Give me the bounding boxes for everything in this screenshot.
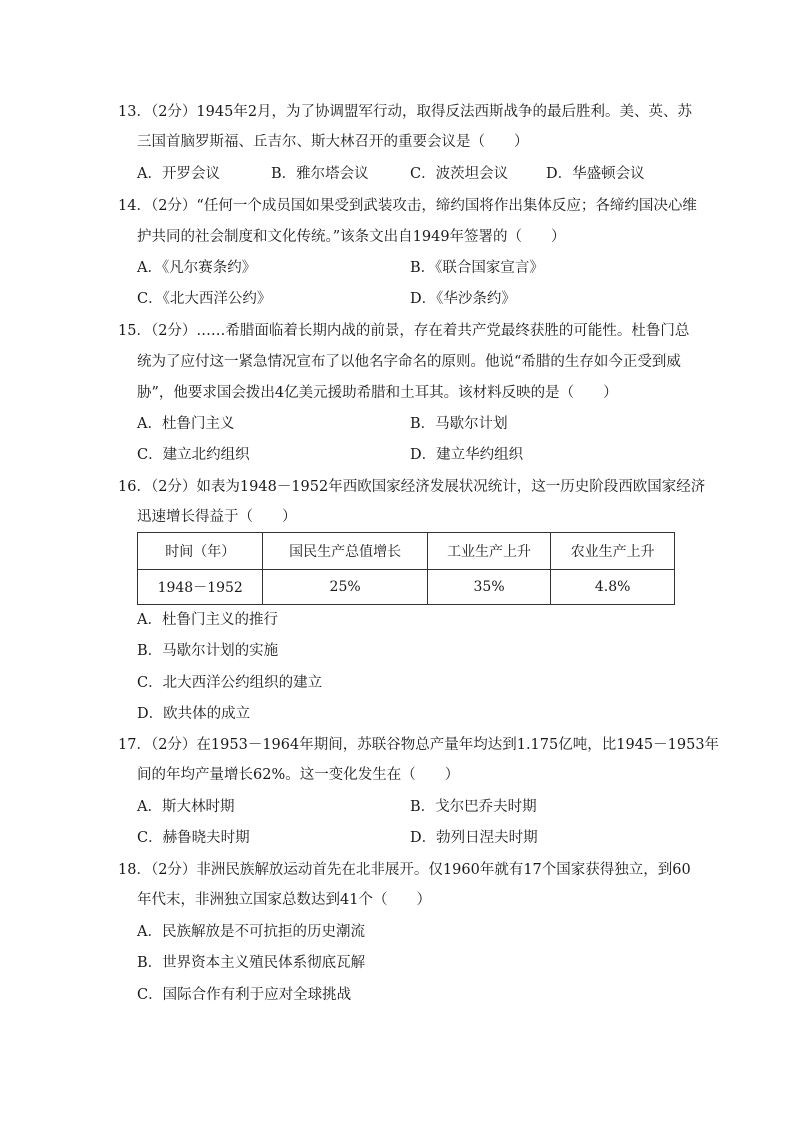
question-15-option-a[interactable]: A．杜鲁门主义 — [137, 416, 235, 432]
question-16-option-d[interactable]: D．欧共体的成立 — [137, 706, 251, 722]
question-17-line-2: 间的年均产量增长62%。这一变化发生在（ ） — [137, 767, 460, 783]
question-13-line-1: 13．（2分）1945年2月，为了协调盟军行动，取得反法西斯战争的最后胜利。美、英、苏 — [118, 104, 693, 120]
question-14-option-a[interactable]: A．《凡尔赛条约》 — [137, 260, 257, 276]
question-14-line-1: 14．（2分）“任何一个成员国如果受到武装攻击，缔约国将作出集体反应；各缔约国决心维 — [118, 198, 697, 214]
question-16-line-1: 16．（2分）如表为1948－1952年西欧国家经济发展状况统计，这一历史阶段西欧国家经济 — [118, 479, 706, 495]
table-cell: 25% — [263, 570, 427, 605]
table-header-cell: 国民生产总值增长 — [263, 533, 427, 570]
question-14-option-c[interactable]: C．《北大西洋公约》 — [137, 291, 272, 307]
question-17-option-b[interactable]: B．戈尔巴乔夫时期 — [410, 799, 537, 815]
question-15-option-c[interactable]: C．建立北约组织 — [137, 447, 250, 463]
question-13-option-a[interactable]: A．开罗会议 — [137, 166, 220, 182]
question-13-option-c[interactable]: C．波茨坦会议 — [410, 166, 509, 182]
table-header-row — [138, 533, 675, 570]
table-header-cell: 时间（年） — [138, 533, 263, 570]
question-15-option-b[interactable]: B．马歇尔计划 — [410, 416, 508, 432]
question-15-line-2: 统为了应付这一紧急情况宣布了以他名字命名的原则。他说“希腊的生存如今正受到威 — [137, 354, 681, 370]
question-14-line-2: 护共同的社会制度和文化传统。”该条文出自1949年签署的（ ） — [137, 229, 566, 245]
question-16-option-a[interactable]: A．杜鲁门主义的推行 — [137, 612, 278, 628]
economic-stats-table — [137, 532, 675, 605]
question-17-option-d[interactable]: D．勃列日涅夫时期 — [410, 830, 538, 846]
question-13-option-d[interactable]: D．华盛顿会议 — [546, 166, 645, 182]
table-cell: 35% — [427, 570, 551, 605]
question-13-option-b[interactable]: B．雅尔塔会议 — [271, 166, 369, 182]
question-17-option-c[interactable]: C．赫鲁晓夫时期 — [137, 830, 250, 846]
table-cell: 4.8% — [551, 570, 675, 605]
question-18-option-c[interactable]: C．国际合作有利于应对全球挑战 — [137, 987, 352, 1003]
question-18-option-a[interactable]: A．民族解放是不可抗拒的历史潮流 — [137, 924, 365, 940]
question-14-option-b[interactable]: B．《联合国家宣言》 — [410, 260, 544, 276]
question-16-option-b[interactable]: B．马歇尔计划的实施 — [137, 643, 279, 659]
question-17-option-a[interactable]: A．斯大林时期 — [137, 799, 235, 815]
question-16-line-2: 迅速增长得益于（ ） — [137, 509, 297, 525]
question-16-option-c[interactable]: C．北大西洋公约组织的建立 — [137, 675, 323, 691]
question-18-line-1: 18．（2分）非洲民族解放运动首先在北非展开。仅1960年就有17个国家获得独立，到60 — [118, 862, 691, 878]
question-15-line-3: 胁”，他要求国会拨出4亿美元援助希腊和土耳其。该材料反映的是（ ） — [137, 385, 618, 401]
question-15-line-1: 15．（2分）……希腊面临着长期内战的前景，存在着共产党最终获胜的可能性。杜鲁门总 — [118, 323, 690, 339]
table-header-cell: 农业生产上升 — [551, 533, 675, 570]
table-row — [138, 570, 675, 605]
question-15-option-d[interactable]: D．建立华约组织 — [410, 447, 524, 463]
question-14-option-d[interactable]: D．《华沙条约》 — [410, 291, 516, 307]
question-18-option-b[interactable]: B．世界资本主义殖民体系彻底瓦解 — [137, 955, 366, 971]
table-cell: 1948－1952 — [138, 570, 263, 605]
question-18-line-2: 年代末，非洲独立国家总数达到41个（ ） — [137, 892, 431, 908]
question-17-line-1: 17．（2分）在1953－1964年期间，苏联谷物总产量年均达到1.175亿吨，比1945－1953年 — [118, 737, 720, 753]
question-13-line-2: 三国首脑罗斯福、丘吉尔、斯大林召开的重要会议是（ ） — [137, 134, 529, 150]
table-header-cell: 工业生产上升 — [427, 533, 551, 570]
